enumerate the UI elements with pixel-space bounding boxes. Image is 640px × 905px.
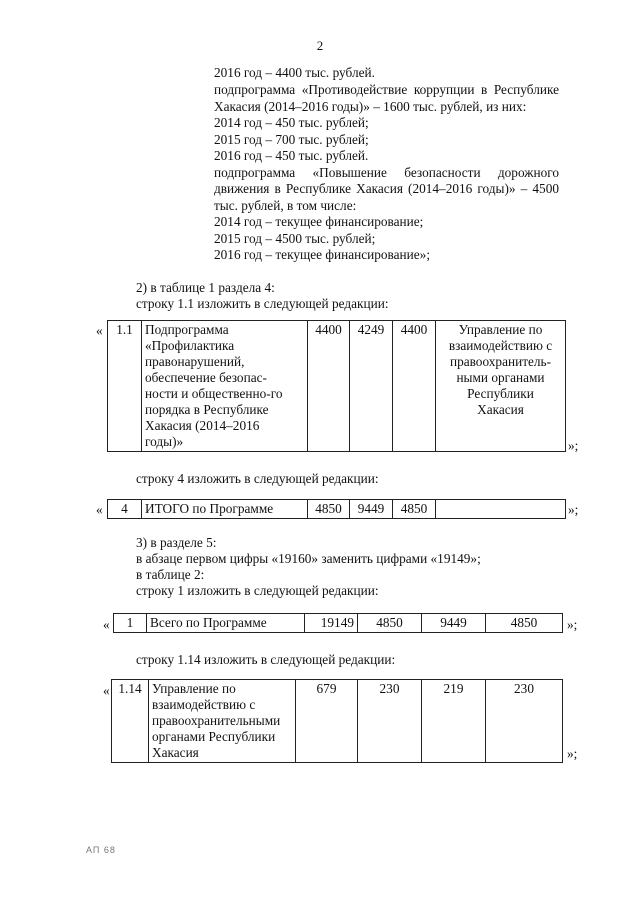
name-line: годы)» (145, 434, 184, 449)
name-line: органами Республики (152, 729, 276, 744)
cell-num: 1.14 (112, 680, 149, 763)
instruction: строку 1.1 изложить в следующей редакции: (136, 296, 389, 311)
intro-line: 2016 год – текущее финансирование»; (214, 247, 431, 262)
table-row (108, 500, 566, 519)
intro-line: подпрограмма «Противодействие коррупции в Республике (214, 82, 559, 97)
paragraph: в таблице 2: (136, 567, 205, 582)
open-quote: « (96, 502, 103, 517)
cell-value: 4850 (486, 614, 563, 633)
executor-line: взаимодействию с (448, 338, 553, 353)
name-line: обеспечение безопас- (145, 370, 267, 385)
table2-row-1 (113, 613, 563, 633)
cell-num: 1.1 (108, 321, 142, 452)
executor-line: Республики (467, 386, 534, 401)
intro-line: движения в Республике Хакасия (2014–2016 годы)» – 4500 (214, 181, 559, 196)
executor-line: правоохранитель- (449, 354, 552, 369)
close-quote: »; (568, 438, 579, 453)
close-quote: »; (567, 746, 578, 761)
open-quote: « (103, 617, 110, 632)
name-line: правонарушений, (145, 354, 245, 369)
table2-row-1-14 (111, 679, 563, 763)
table1-row-4 (107, 499, 566, 519)
cell-name: Всего по Программе (147, 614, 305, 633)
intro-line: подпрограмма «Повышение безопасности дорожного (214, 165, 559, 180)
name-line: Подпрограмма (145, 322, 229, 337)
cell-value: 4249 (350, 321, 393, 452)
cell-value: 19149 (305, 614, 358, 633)
intro-line: 2014 год – 450 тыс. рублей; (214, 115, 369, 130)
cell-value: 9449 (422, 614, 486, 633)
close-quote: »; (567, 617, 578, 632)
name-line: Хакасия (152, 745, 199, 760)
page-number: 2 (316, 38, 324, 53)
cell-value: 4400 (393, 321, 436, 452)
table-row (108, 321, 566, 452)
cell-value: 679 (296, 680, 358, 763)
intro-line: 2014 год – текущее финансирование; (214, 214, 424, 229)
intro-line: Хакасия (2014–2016 годы)» – 1600 тыс. рублей, из них: (214, 99, 527, 114)
executor-line: ными органами (456, 370, 545, 385)
section-heading: 3) в разделе 5: (136, 535, 217, 550)
open-quote: « (103, 683, 110, 698)
instruction: строку 1.14 изложить в следующей редакции: (136, 652, 396, 667)
name-line: Управление по (152, 681, 236, 696)
table-row (114, 614, 563, 633)
intro-line: 2016 год – 4400 тыс. рублей. (214, 65, 375, 80)
table1-row-1-1 (107, 320, 566, 452)
cell-name (142, 321, 308, 452)
executor-line: Хакасия (477, 402, 524, 417)
cell-executor (436, 500, 566, 519)
cell-value: 230 (486, 680, 563, 763)
footer-mark: АП 68 (86, 845, 116, 855)
executor-line: Управление по (458, 322, 543, 337)
cell-value: 4850 (393, 500, 436, 519)
cell-name: ИТОГО по Программе (142, 500, 308, 519)
cell-value: 4850 (358, 614, 422, 633)
name-line: взаимодействию с (152, 697, 256, 712)
name-line: правоохранительными (152, 713, 281, 728)
cell-value: 9449 (350, 500, 393, 519)
instruction: строку 4 изложить в следующей редакции: (136, 471, 379, 486)
name-line: порядка в Республике (145, 402, 269, 417)
cell-value: 4400 (308, 321, 350, 452)
name-line: Хакасия (2014–2016 (145, 418, 260, 433)
cell-value: 219 (422, 680, 486, 763)
intro-line: 2015 год – 4500 тыс. рублей; (214, 231, 376, 246)
cell-value: 4850 (308, 500, 350, 519)
cell-value: 230 (358, 680, 422, 763)
cell-num: 1 (114, 614, 147, 633)
open-quote: « (96, 323, 103, 338)
cell-executor (436, 321, 566, 452)
section-heading: 2) в таблице 1 раздела 4: (136, 280, 275, 295)
name-line: «Профилактика (145, 338, 235, 353)
close-quote: »; (568, 502, 579, 517)
name-line: ности и общественно-го (145, 386, 283, 401)
instruction: строку 1 изложить в следующей редакции: (136, 583, 379, 598)
intro-line: 2016 год – 450 тыс. рублей. (214, 148, 369, 163)
intro-line: 2015 год – 700 тыс. рублей; (214, 132, 369, 147)
cell-name (149, 680, 296, 763)
intro-line: тыс. рублей, в том числе: (214, 198, 357, 213)
cell-num: 4 (108, 500, 142, 519)
table-row (112, 680, 563, 763)
paragraph: в абзаце первом цифры «19160» заменить цифрами «19149»; (136, 551, 481, 566)
